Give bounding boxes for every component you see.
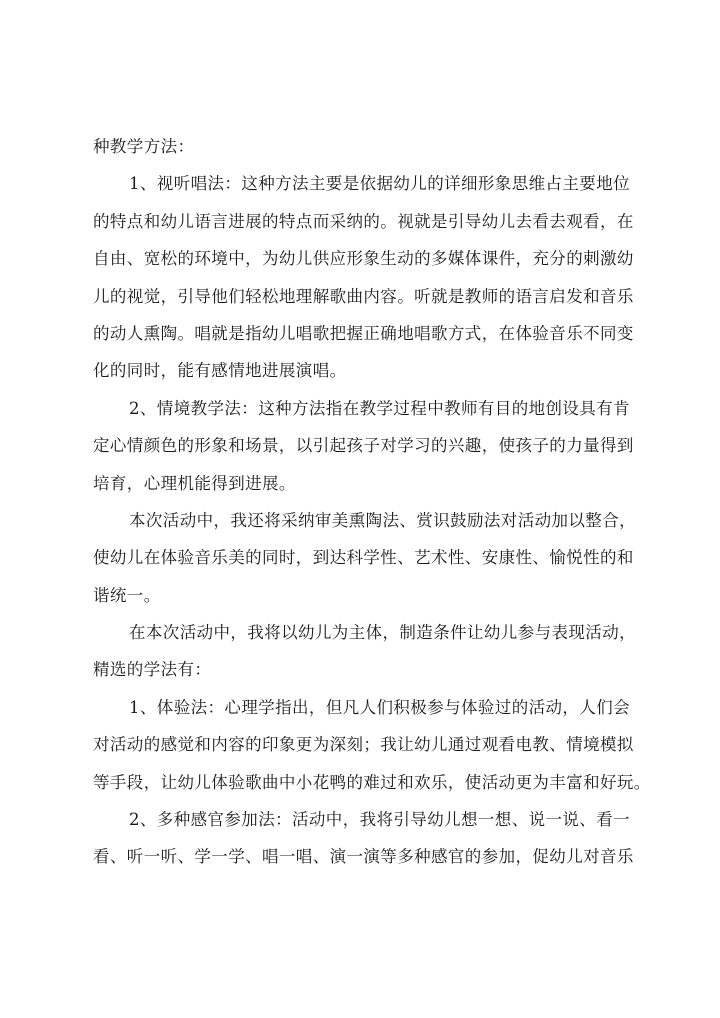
- paragraph-0: [93, 128, 633, 165]
- text-line: 看、听一听、学一学、唱一唱、演一演等多种感官的参加，促幼儿对音乐: [93, 847, 634, 867]
- paragraph-5: [93, 689, 651, 801]
- text-line: 等手段，让幼儿体验歌曲中小花鸭的难过和欢乐，使活动更为丰富和好玩。: [93, 772, 651, 792]
- text-line: 精选的学法有：: [93, 660, 212, 680]
- paragraph-2: [93, 390, 633, 502]
- text-line: 种教学方法：: [93, 137, 195, 156]
- text-line: 本次活动中，我还将采纳审美熏陶法、赏识鼓励法对活动加以整合，: [129, 510, 636, 530]
- text-line: 对活动的感觉和内容的印象更为深刻；我让幼儿通过观看电教、情境模拟: [93, 735, 634, 755]
- text-line: 使幼儿在体验音乐美的同时，到达科学性、艺术性、安康性、愉悦性的和: [93, 548, 634, 568]
- paragraph-6: [93, 801, 633, 876]
- text-line: 儿的视觉，引导他们轻松地理解歌曲内容。听就是教师的语言启发和音乐: [93, 286, 634, 306]
- text-line: 在本次活动中，我将以幼儿为主体，制造条件让幼儿参与表现活动，: [129, 623, 636, 643]
- paragraph-1: [93, 165, 633, 389]
- paragraph-4: [93, 614, 636, 689]
- text-line: 的特点和幼儿语言进展的特点而采纳的。视就是引导幼儿去看去观看，在: [93, 211, 634, 231]
- text-line: 2、情境教学法：这种方法指在教学过程中教师有目的地创设具有肯: [129, 398, 630, 418]
- text-line: 1、体验法：心理学指出，但凡人们积极参与体验过的活动，人们会: [129, 697, 630, 717]
- paragraph-3: [93, 502, 636, 614]
- text-line: 1、视听唱法：这种方法主要是依据幼儿的详细形象思维占主要地位: [129, 174, 630, 194]
- document-body: [93, 128, 651, 876]
- text-line: 定心情颜色的形象和场景，以引起孩子对学习的兴趣，使孩子的力量得到: [93, 436, 634, 456]
- text-line: 培育，心理机能得到进展。: [93, 473, 296, 493]
- text-line: 化的同时，能有感情地进展演唱。: [93, 361, 347, 381]
- text-line: 谐统一。: [93, 585, 161, 605]
- text-line: 自由、宽松的环境中，为幼儿供应形象生动的多媒体课件，充分的刺激幼: [93, 249, 634, 269]
- text-line: 2、多种感官参加法：活动中，我将引导幼儿想一想、说一说、看一: [129, 810, 630, 830]
- text-line: 的动人熏陶。唱就是指幼儿唱歌把握正确地唱歌方式，在体验音乐不同变: [93, 323, 634, 343]
